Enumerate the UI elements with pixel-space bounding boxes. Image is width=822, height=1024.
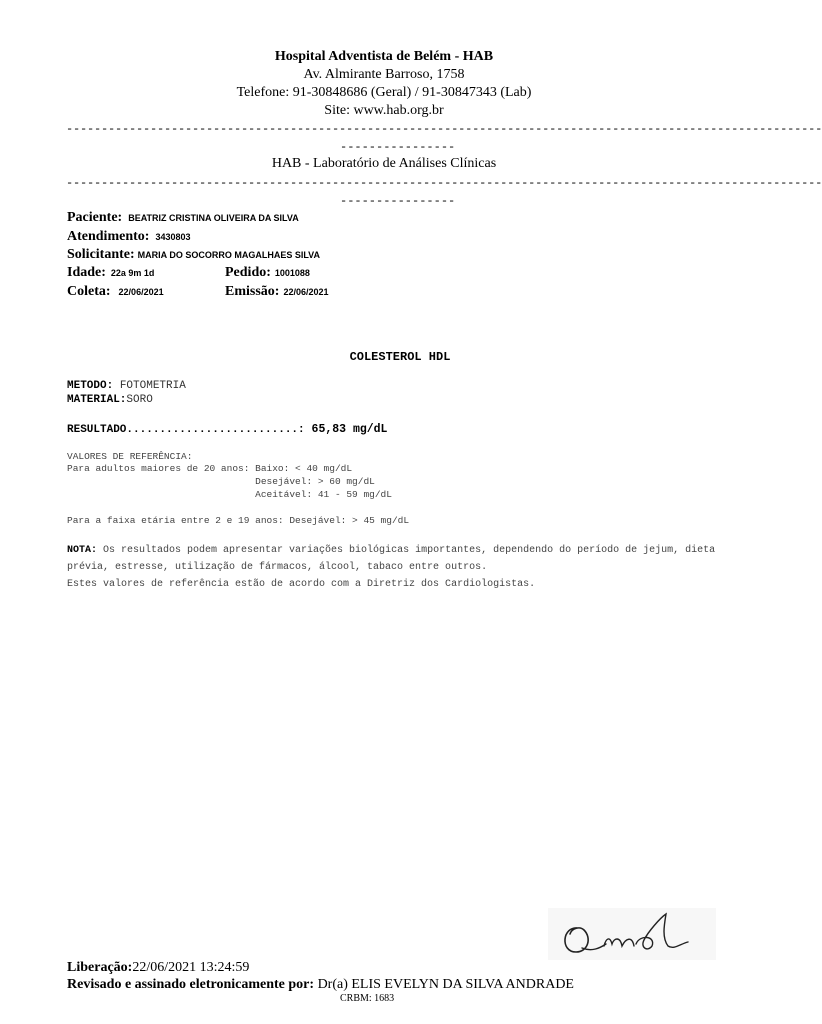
requester-label: Solicitante:	[67, 247, 135, 262]
exam-title: COLESTEROL HDL	[349, 350, 451, 364]
age-row	[67, 264, 154, 282]
order-number: 1001088	[274, 268, 310, 278]
patient-name: BEATRIZ CRISTINA OLIVEIRA DA SILVA	[128, 213, 299, 223]
method-row	[67, 379, 186, 393]
method-value: FOTOMETRIA	[113, 380, 186, 392]
attendance-row	[67, 228, 190, 246]
material-label: MATERIAL:	[67, 394, 127, 406]
reference-line: Para adultos maiores de 20 anos: Baixo: < 40 mg/dL	[67, 463, 353, 474]
hospital-site: Site: www.hab.org.br	[324, 103, 444, 118]
reference-line: Desejável: > 60 mg/dL	[67, 476, 375, 487]
collection-label: Coleta:	[67, 284, 111, 299]
requester-row	[67, 246, 320, 264]
hospital-header	[0, 48, 768, 120]
attendance-number: 3430803	[155, 232, 191, 242]
attendance-label: Atendimento:	[67, 229, 150, 244]
requester-name: MARIA DO SOCORRO MAGALHAES SILVA	[137, 250, 320, 260]
signed-by-label: Revisado e assinado eletronicamente por:	[67, 977, 315, 992]
material-value: SORO	[126, 394, 153, 406]
material-row	[67, 393, 153, 407]
order-label: Pedido:	[225, 265, 271, 280]
collection-date: 22/06/2021	[118, 287, 164, 297]
signed-by-row	[67, 977, 574, 993]
order-row	[225, 264, 310, 282]
separator-line: ------------------------------------------------------------------------------------------------------------	[66, 122, 822, 136]
method-label: METODO:	[67, 380, 114, 392]
note-text: Os resultados podem apresentar variações biológicas importantes, dependendo do período de jejum, dieta prévia, estresse, utilização de fármacos, álcool, tabaco entre outros.	[67, 545, 716, 573]
note-label: NOTA:	[67, 545, 98, 556]
hospital-phone: Telefone: 91-30848686 (Geral) / 91-30847343 (Lab)	[236, 85, 532, 100]
release-row	[67, 960, 249, 976]
reference-title: VALORES DE REFERÊNCIA:	[67, 451, 193, 462]
separator-line: ----------------	[340, 194, 456, 208]
handwritten-signature	[548, 908, 716, 960]
signer-name: Dr(a) ELIS EVELYN DA SILVA ANDRADE	[314, 977, 574, 992]
issue-row	[225, 283, 329, 301]
separator-line: ----------------	[340, 140, 456, 154]
patient-name-row	[67, 209, 299, 227]
collection-row	[67, 283, 164, 301]
reference-line: Aceitável: 41 - 59 mg/dL	[67, 489, 392, 500]
result-value: 65,83 mg/dL	[304, 423, 388, 436]
issue-label: Emissão:	[225, 284, 280, 299]
age-label: Idade:	[67, 265, 106, 280]
release-datetime: 22/06/2021 13:24:59	[132, 960, 250, 975]
lab-title: HAB - Laboratório de Análises Clínicas	[271, 156, 497, 171]
age-value: 22a 9m 1d	[110, 268, 155, 278]
result-row	[67, 423, 387, 436]
crbm-number: CRBM: 1683	[340, 993, 395, 1004]
patient-label: Paciente:	[67, 210, 123, 225]
note-text-line2: Estes valores de referência estão de acordo com a Diretriz dos Cardiologistas.	[67, 579, 536, 590]
reference-line: Para a faixa etária entre 2 e 19 anos: Desejável: > 45 mg/dL	[67, 515, 410, 526]
issue-date: 22/06/2021	[283, 287, 329, 297]
result-label: RESULTADO..........................:	[67, 424, 305, 436]
release-label: Liberação:	[67, 960, 133, 975]
separator-line: ------------------------------------------------------------------------------------------------------------	[66, 176, 822, 190]
hospital-name: Hospital Adventista de Belém - HAB	[274, 49, 494, 64]
hospital-address: Av. Almirante Barroso, 1758	[303, 67, 465, 82]
note-block	[67, 542, 737, 593]
